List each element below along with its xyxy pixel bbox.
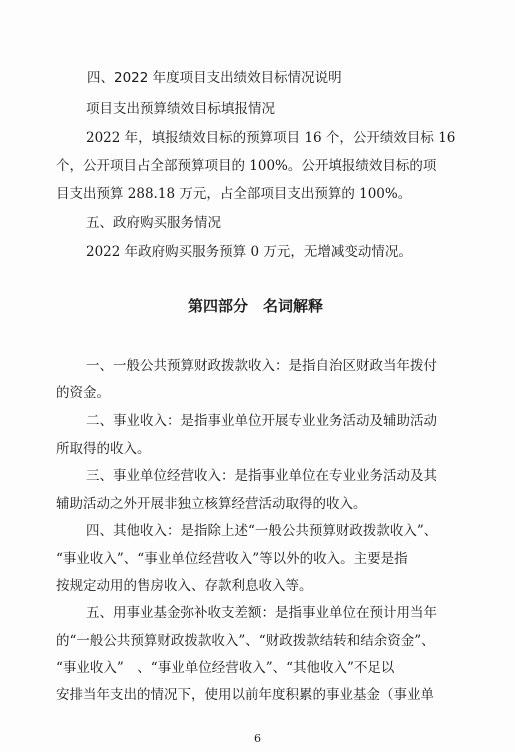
section4-para-line: 2022 年，填报绩效目标的预算项目 16 个，公开绩效目标 16 bbox=[86, 130, 456, 146]
term-definition: ：是指事业单位开展专业业务活动及辅助活动 bbox=[167, 413, 437, 429]
term-name: 三、事业单位经营收入 bbox=[86, 468, 221, 484]
term-definition: ：是指事业单位在预计用当年 bbox=[261, 605, 437, 621]
term-definition: 的资金。 bbox=[56, 385, 110, 401]
term-definition: 按规定动用的售房收入、存款利息收入等。 bbox=[56, 578, 313, 594]
term-entry-line bbox=[86, 523, 437, 539]
term-entry-line bbox=[86, 358, 437, 374]
page-number: 6 bbox=[254, 732, 261, 745]
term-entry-line bbox=[86, 605, 437, 621]
part4-title: 第四部分 名词解释 bbox=[188, 297, 324, 315]
section4-heading: 四、2022 年度项目支出绩效目标情况说明 bbox=[87, 70, 342, 86]
section4-para-line: 目支出预算 288.18 万元，占全部项目支出预算的 100%。 bbox=[56, 186, 412, 202]
term-entry-line bbox=[86, 468, 437, 484]
term-definition: 安排当年支出的情况下，使用以前年度积累的事业基金（事业单 bbox=[56, 687, 434, 703]
section5-heading: 五、政府购买服务情况 bbox=[86, 215, 221, 231]
term-definition: 辅助活动之外开展非独立核算经营活动取得的收入。 bbox=[56, 496, 367, 512]
term-entry-line bbox=[86, 413, 437, 429]
section4-para-line: 个，公开项目占全部预算项目的 100%。公开填报绩效目标的项 bbox=[56, 158, 437, 174]
term-definition: ：是指除上述“一般公共预算财政拨款收入”、 bbox=[167, 523, 438, 539]
term-name: 四、其他收入 bbox=[86, 523, 167, 539]
term-definition: ：是指自治区财政当年拨付 bbox=[275, 358, 437, 374]
term-name: 五、用事业基金弥补收支差额 bbox=[86, 605, 262, 621]
term-definition: “事业收入” 、“事业单位经营收入”、“其他收入”不足以 bbox=[56, 660, 395, 676]
term-definition: 的“一般公共预算财政拨款收入”、“财政拨款结转和结余资金”、 bbox=[56, 633, 435, 649]
term-definition: ：是指事业单位在专业业务活动及其 bbox=[221, 468, 437, 484]
section5-para: 2022 年政府购买服务预算 0 万元，无增减变动情况。 bbox=[86, 244, 412, 260]
term-name: 二、事业收入 bbox=[86, 413, 167, 429]
section4-subheading: 项目支出预算绩效目标填报情况 bbox=[86, 101, 275, 117]
term-definition: “事业收入”、“事业单位经营收入”等以外的收入。主要是指 bbox=[56, 551, 408, 567]
term-name: 一、一般公共预算财政拨款收入 bbox=[86, 358, 275, 374]
term-definition: 所取得的收入。 bbox=[56, 441, 151, 457]
